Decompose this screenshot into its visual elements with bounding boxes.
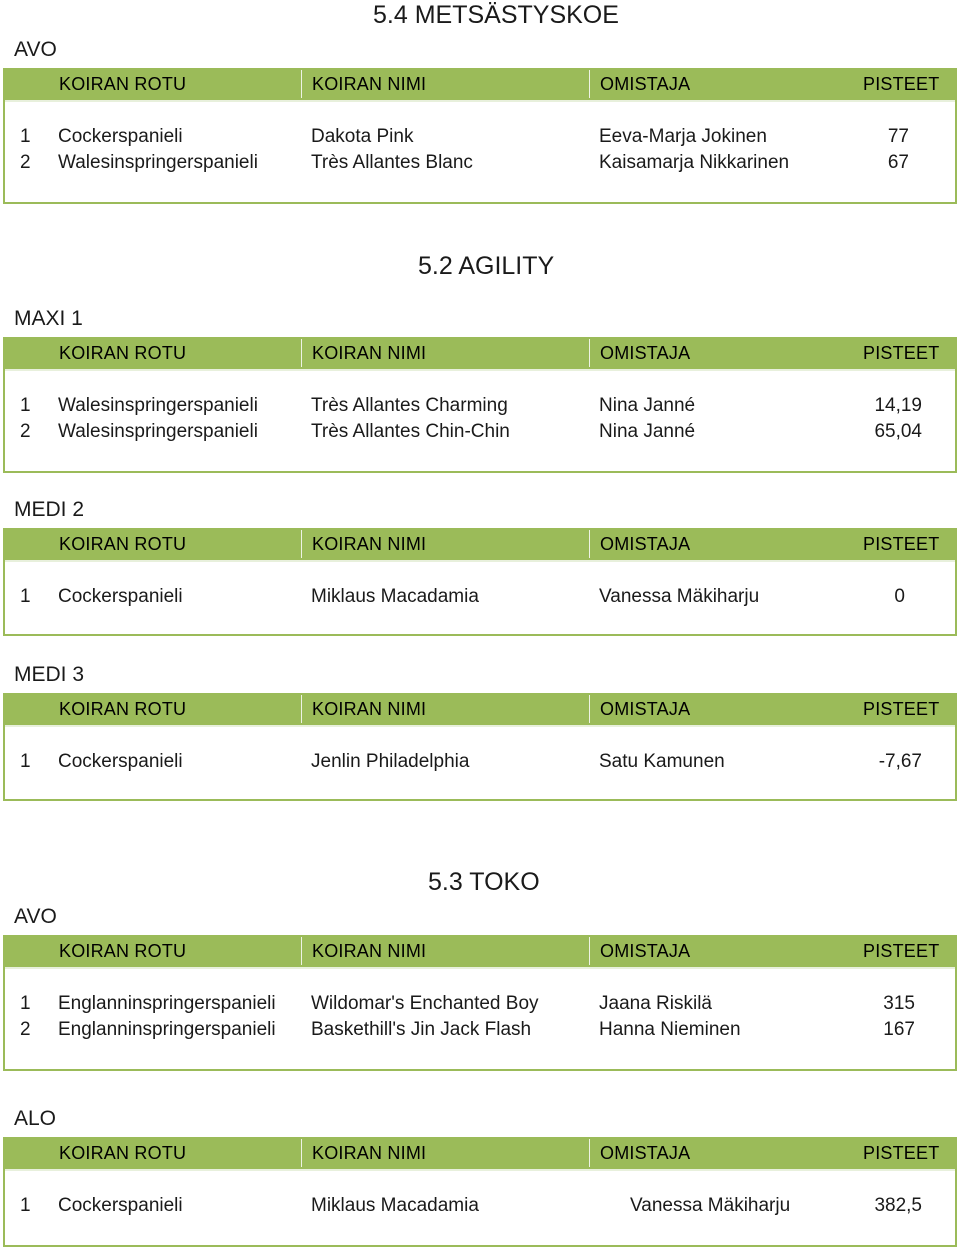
class-label-medi-3: MEDI 3: [14, 663, 85, 686]
table-row: [5, 393, 955, 419]
header-name: KOIRAN NIMI: [312, 941, 427, 961]
dog-name: Wildomar's Enchanted Boy: [311, 993, 539, 1014]
header-breed: KOIRAN ROTU: [59, 699, 187, 719]
table-body: [3, 100, 957, 204]
table-row: [5, 150, 955, 176]
header-name: KOIRAN NIMI: [312, 343, 427, 363]
table-header: [3, 337, 957, 371]
header-breed: KOIRAN ROTU: [59, 1143, 187, 1163]
owner: Jaana Riskilä: [599, 993, 712, 1014]
dog-name: Miklaus Macadamia: [311, 1195, 479, 1216]
dog-name: Jenlin Philadelphia: [311, 751, 470, 772]
table-row: [5, 1017, 955, 1043]
header-score: PISTEET: [863, 534, 940, 554]
dog-name: Très Allantes Charming: [311, 395, 508, 416]
table-header: [3, 528, 957, 562]
owner: Vanessa Mäkiharju: [599, 586, 760, 607]
rank: 2: [20, 152, 31, 173]
table-body: [3, 725, 957, 801]
breed: Cockerspanieli: [58, 751, 183, 772]
class-label-avo-toko: AVO: [14, 905, 57, 928]
score: 167: [883, 1019, 915, 1040]
rank: 1: [20, 126, 31, 147]
score: 67: [887, 152, 909, 173]
score: 0: [894, 586, 905, 607]
table-body: [3, 967, 957, 1071]
owner: Hanna Nieminen: [599, 1019, 741, 1040]
rank: 1: [20, 395, 31, 416]
breed: Englanninspringerspanieli: [58, 993, 276, 1014]
table-header: [3, 935, 957, 969]
table-row: [5, 584, 955, 610]
score: -7,67: [878, 751, 922, 772]
header-owner: OMISTAJA: [600, 699, 691, 719]
score: 14,19: [874, 395, 922, 416]
header-owner: OMISTAJA: [600, 343, 691, 363]
rank: 1: [20, 751, 31, 772]
header-name: KOIRAN NIMI: [312, 699, 427, 719]
score: 65,04: [874, 421, 922, 442]
header-owner: OMISTAJA: [600, 941, 691, 961]
dog-name: Très Allantes Blanc: [311, 152, 473, 173]
table-row: [5, 124, 955, 150]
header-score: PISTEET: [863, 74, 940, 94]
breed: Cockerspanieli: [58, 1195, 183, 1216]
rank: 2: [20, 421, 31, 442]
section-title-metsastyskoe: 5.4 METSÄSTYSKOE: [373, 1, 619, 29]
header-score: PISTEET: [863, 1143, 940, 1163]
table-row: [5, 991, 955, 1017]
table-header: [3, 1137, 957, 1171]
breed: Cockerspanieli: [58, 586, 183, 607]
score: 382,5: [874, 1195, 922, 1216]
score: 77: [887, 126, 909, 147]
owner: Nina Janné: [599, 395, 696, 416]
header-score: PISTEET: [863, 699, 940, 719]
header-breed: KOIRAN ROTU: [59, 343, 187, 363]
dog-name: Très Allantes Chin-Chin: [311, 421, 510, 442]
header-score: PISTEET: [863, 343, 940, 363]
header-name: KOIRAN NIMI: [312, 534, 427, 554]
header-name: KOIRAN NIMI: [312, 1143, 427, 1163]
owner: Satu Kamunen: [599, 751, 725, 772]
header-owner: OMISTAJA: [600, 534, 691, 554]
owner: Eeva-Marja Jokinen: [599, 126, 767, 147]
dog-name: Baskethill's Jin Jack Flash: [311, 1019, 532, 1040]
rank: 1: [20, 586, 31, 607]
header-owner: OMISTAJA: [600, 1143, 691, 1163]
class-label-maxi-1: MAXI 1: [14, 307, 83, 330]
section-title-toko: 5.3 TOKO: [428, 868, 540, 896]
class-label-medi-2: MEDI 2: [14, 498, 85, 521]
breed: Cockerspanieli: [58, 126, 183, 147]
header-score: PISTEET: [863, 941, 940, 961]
header-breed: KOIRAN ROTU: [59, 941, 187, 961]
dog-name: Dakota Pink: [311, 126, 414, 147]
owner: Nina Janné: [599, 421, 696, 442]
table-body: [3, 369, 957, 473]
dog-name: Miklaus Macadamia: [311, 586, 479, 607]
header-owner: OMISTAJA: [600, 74, 691, 94]
header-breed: KOIRAN ROTU: [59, 534, 187, 554]
owner: Vanessa Mäkiharju: [630, 1195, 791, 1216]
breed: Walesinspringerspanieli: [58, 395, 258, 416]
table-row: [5, 419, 955, 445]
table-body: [3, 1169, 957, 1247]
owner: Kaisamarja Nikkarinen: [599, 152, 790, 173]
table-row: [5, 749, 955, 775]
table-header: [3, 693, 957, 727]
score: 315: [883, 993, 915, 1014]
section-title-agility: 5.2 AGILITY: [418, 252, 555, 280]
rank: 1: [20, 1195, 31, 1216]
breed: Walesinspringerspanieli: [58, 421, 258, 442]
breed: Englanninspringerspanieli: [58, 1019, 276, 1040]
rank: 2: [20, 1019, 31, 1040]
class-label-alo: ALO: [14, 1107, 57, 1130]
table-body: [3, 560, 957, 636]
breed: Walesinspringerspanieli: [58, 152, 258, 173]
class-label-avo-metsastys: AVO: [14, 38, 57, 61]
header-breed: KOIRAN ROTU: [59, 74, 187, 94]
table-row: [5, 1193, 955, 1219]
rank: 1: [20, 993, 31, 1014]
header-name: KOIRAN NIMI: [312, 74, 427, 94]
table-header: [3, 68, 957, 102]
